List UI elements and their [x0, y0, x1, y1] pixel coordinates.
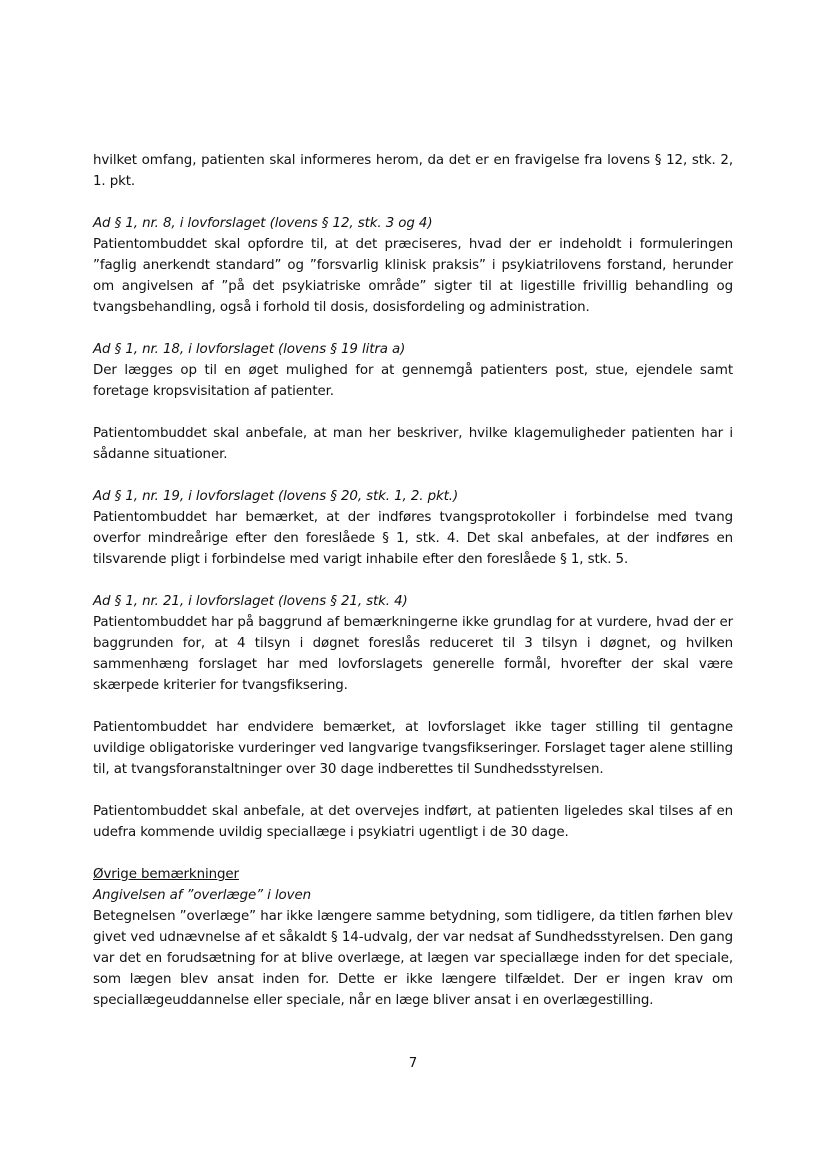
other-remarks-heading: Angivelsen af ”overlæge” i loven: [93, 888, 312, 903]
section-heading: Ad § 1, nr. 8, i lovforslaget (lovens § 12, stk. 3 og 4): [93, 216, 433, 231]
spacer: [93, 318, 733, 339]
spacer: [93, 402, 733, 423]
section-paragraph: Patientombuddet har på baggrund af bemærkningerne ikke grundlag for at vurdere, hvad der er baggrunden for, at 4 tilsyn i døgnet foreslås reduceret til 3 tilsyn i døgnet, og hvilken sammenhæng forslaget har med lovforslagets generelle formål, hvorefter der skal være skærpede kriterier for tvangsfiksering.: [93, 615, 733, 693]
section-paragraph: Patientombuddet skal opfordre til, at det præciseres, hvad der er indeholdt i formuleringen ”faglig anerkendt standard” og ”forsvarlig klinisk praksis” i psykiatrilovens forstand, herunder om angivelsen af ”på det psykiatriske område” sigter til at ligestille frivillig behandling og tvangsbehandling, også i forhold til dosis, dosisfordeling og administration.: [93, 237, 733, 315]
page-number: 7: [408, 1056, 418, 1071]
spacer: [93, 696, 733, 717]
section-heading: Ad § 1, nr. 19, i lovforslaget (lovens § 20, stk. 1, 2. pkt.): [93, 489, 459, 504]
spacer: [93, 780, 733, 801]
spacer: [93, 843, 733, 864]
section-paragraph: Patientombuddet har endvidere bemærket, at lovforslaget ikke tager stilling til gentagne uvildige obligatoriske vurderinger ved langvarige tvangsfikseringer. Forslaget tager alene stilling til, at tvangsforanstaltninger over 30 dage indberettes til Sundhedsstyrelsen.: [93, 720, 733, 777]
section-paragraph: Patientombuddet skal anbefale, at det overvejes indført, at patienten ligeledes skal tilses af en udefra kommende uvildig speciallæge i psykiatri ugentligt i de 30 dage.: [93, 804, 733, 840]
section-paragraph: Patientombuddet har bemærket, at der indføres tvangsprotokoller i forbindelse med tvang overfor mindreårige efter den foreslåede § 1, stk. 4. Det skal anbefales, at der indføres en tilsvarende pligt i forbindelse med varigt inhabile efter den foreslåede § 1, stk. 5.: [93, 510, 733, 567]
spacer: [93, 570, 733, 591]
other-remarks-title: Øvrige bemærkninger: [93, 867, 239, 882]
section-heading: Ad § 1, nr. 18, i lovforslaget (lovens § 19 litra a): [93, 342, 406, 357]
section-nr-8: [93, 213, 733, 318]
intro-paragraph: hvilket omfang, patienten skal informeres herom, da det er en fravigelse fra lovens § 12, stk. 2, 1. pkt.: [93, 153, 733, 189]
section-paragraph: Patientombuddet skal anbefale, at man her beskriver, hvilke klagemuligheder patienten har i sådanne situationer.: [93, 426, 733, 462]
section-nr-18: [93, 339, 733, 465]
section-nr-21: [93, 591, 733, 843]
spacer: [93, 465, 733, 486]
section-paragraph: Der lægges op til en øget mulighed for at gennemgå patienters post, stue, ejendele samt foretage kropsvisitation af patienter.: [93, 363, 733, 399]
section-nr-19: [93, 486, 733, 570]
section-other-remarks: [93, 864, 733, 1011]
document-body: [93, 150, 733, 1011]
section-heading: Ad § 1, nr. 21, i lovforslaget (lovens § 21, stk. 4): [93, 594, 408, 609]
spacer: [93, 192, 733, 213]
other-remarks-paragraph: Betegnelsen ”overlæge” har ikke længere samme betydning, som tidligere, da titlen førhen blev givet ved udnævnelse af et såkaldt § 14-udvalg, der var nedsat af Sundhedsstyrelsen. Den gang var det en forudsætning for at blive overlæge, at lægen var speciallæge inden for det speciale, som lægen blev ansat inden for. Dette er ikke længere tilfældet. Der er ingen krav om speciallægeuddannelse eller speciale, når en læge bliver ansat i en overlægestilling.: [93, 909, 733, 1008]
